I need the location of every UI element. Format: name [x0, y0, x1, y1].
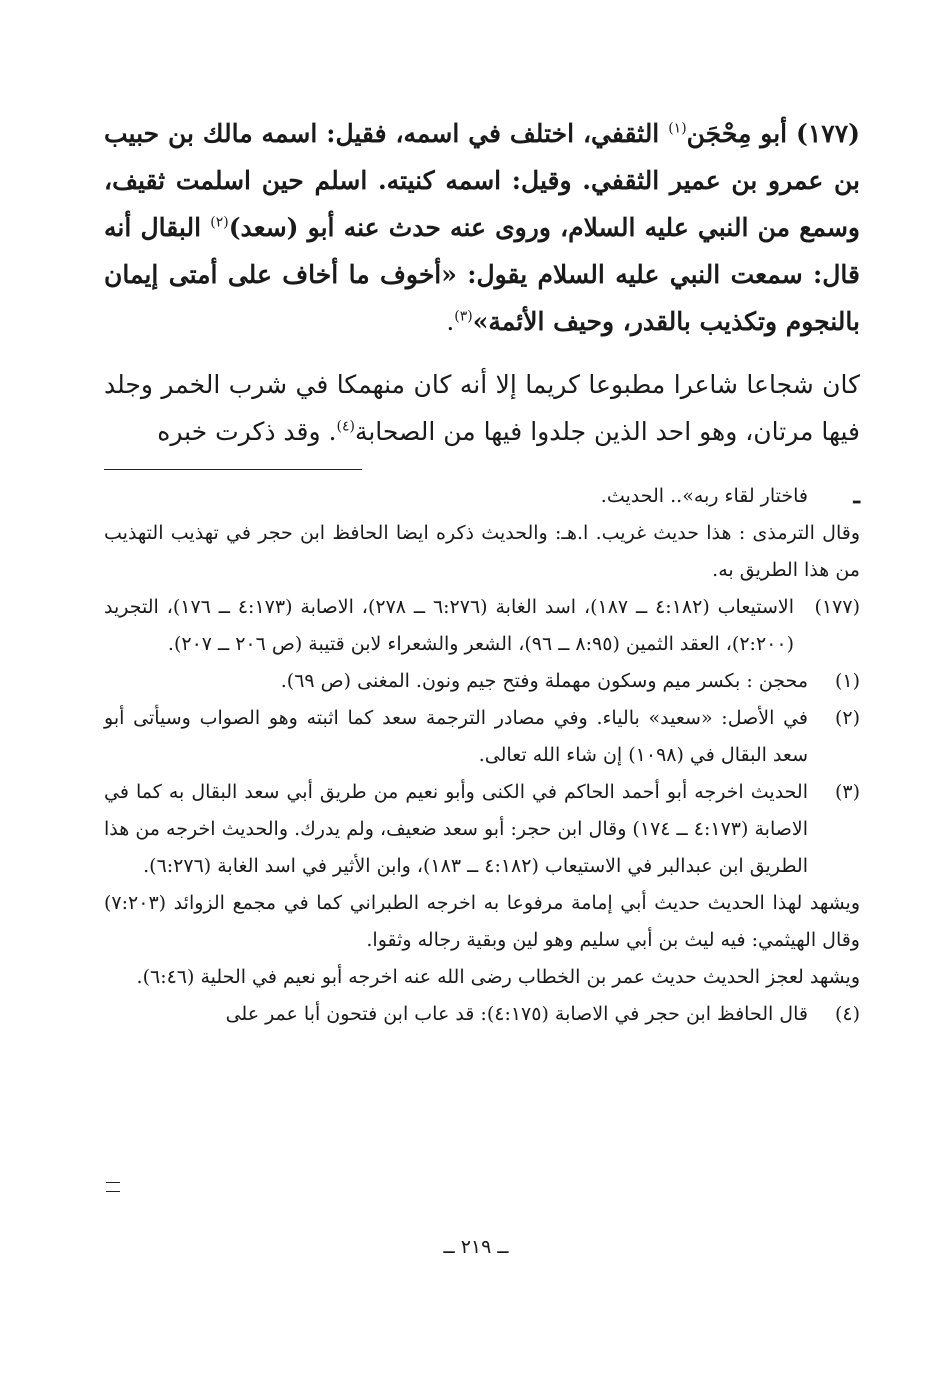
footnote-3-cont-2: ويشهد لعجز الحديث حديث عمر بن الخطاب رضى الله عنه اخرجه أبو نعيم في الحلية (٦:٤٦).: [136, 966, 860, 988]
footnote-177-text: الاستيعاب (٤:١٨٢ ــ ١٨٧)، اسد الغابة (٦:٢٧٦ ــ ٢٧٨)، الاصابة (٤:١٧٣ ــ ١٧٦)، التجريد (٢:٢٠٠)، العقد الثمين (٨:٩٥ ــ ٩٦)، الشعر والشعراء لابن قتيبة (ص ٢٠٦ ــ ٢٠٧).: [104, 596, 794, 655]
footnote-177: [104, 589, 860, 663]
footnote-ref-2[interactable]: (٢): [210, 214, 229, 231]
paragraph-description: [104, 361, 860, 455]
footnote-4: [104, 996, 860, 1033]
footnote-4-mark: (٤): [834, 1003, 860, 1025]
continuation-dash: ـ: [853, 483, 860, 509]
entry-heading: (١٧٧) أبو مِحْجَن: [686, 119, 860, 148]
footnote-1-mark: (١): [834, 670, 860, 692]
footnote-1: [104, 663, 860, 700]
footnote-2-mark: (٢): [834, 707, 860, 729]
continued-marker: [106, 1182, 120, 1192]
footnote-1-text: محجن : بكسر ميم وسكون مهملة وفتح جيم ونون. المغنى (ص ٦٩).: [280, 670, 808, 692]
page-content: [104, 110, 860, 1033]
footnote-3-text: الحديث اخرجه أبو أحمد الحاكم في الكنى وأبو نعيم من طريق أبي سعد البقال به كما في الاصابة (٤:١٧٣ ــ ١٧٤) وقال ابن حجر: أبو سعد ضعيف، ولم يدرك. والحديث اخرجه من هذا الطريق ابن عبدالبر في الاستيعاب (٤:١٨٢ ــ ١٨٣)، وابن الأثير في اسد الغابة (٦:٢٧٦).: [104, 781, 808, 877]
footnotes: [104, 478, 860, 1033]
page-number: ــ ٢١٩ ــ: [443, 1236, 509, 1258]
footnote-ref-3[interactable]: (٣): [454, 308, 473, 325]
footnote-2: [104, 700, 860, 774]
description-text-cont: . وقد ذكرت خبره: [157, 417, 337, 446]
footnote-4-text: قال الحافظ ابن حجر في الاصابة (٤:١٧٥): قد عاب ابن فتحون أبا عمر على: [225, 1003, 808, 1025]
footnote-ref-4[interactable]: (٤): [336, 418, 355, 435]
biography-text-cont: البقال أنه قال: سمعت النبي عليه السلام يقول:: [104, 213, 860, 289]
main-text: [104, 110, 860, 455]
continuation-text: فاختار لقاء ربه».. الحديث.: [600, 485, 808, 507]
biography-text: الثقفي، اختلف في اسمه، فقيل: اسمه مالك بن حبيب بن عمرو بن عمير الثقفي. وقيل: اسمه كنيته. اسلم حين اسلمت ثقيف، وسمع من النبي عليه السلام، وروى عنه حدث عنه أبو (سعد): [104, 119, 861, 242]
footnote-ref-1[interactable]: (١): [668, 120, 687, 137]
footnote-2-text: في الأصل: «سعيد» بالياء. وفي مصادر الترجمة سعد كما اثبته وهو الصواب وسيأتى أبو سعد البقال في (١٠٩٨) إن شاء الله تعالى.: [104, 707, 808, 766]
sentence-end: .: [446, 307, 455, 336]
description-text: كان شجاعا شاعرا مطبوعا كريما إلا أنه كان منهمكا في شرب الخمر وجلد فيها مرتان، وهو احد الذين جلدوا فيها من الصحابة: [104, 370, 860, 446]
footnote-continuation: [104, 478, 860, 515]
tirmidhi-note: وقال الترمذى : هذا حديث غريب. ا.هـ: والحديث ذكره ايضا الحافظ ابن حجر في تهذيب التهذيب من هذا الطريق به.: [104, 522, 860, 581]
footnote-divider: [104, 469, 362, 470]
hadith-quote: «أخوف ما أخاف على أمتى إيمان بالنجوم وتكذيب بالقدر، وحيف الأئمة»: [104, 260, 860, 336]
footnote-3: [104, 774, 860, 885]
footnote-3-mark: (٣): [834, 781, 860, 803]
paragraph-biography: [104, 110, 860, 345]
footnote-3-cont-1: ويشهد لهذا الحديث حديث أبي إمامة مرفوعا به اخرجه الطبراني كما في مجمع الزوائد (٧:٢٠٣) وقال الهيثمي: فيه ليث بن أبي سليم وهو لين وبقية رجاله وثقوا.: [104, 892, 860, 951]
footnote-177-mark: (١٧٧): [814, 596, 860, 618]
